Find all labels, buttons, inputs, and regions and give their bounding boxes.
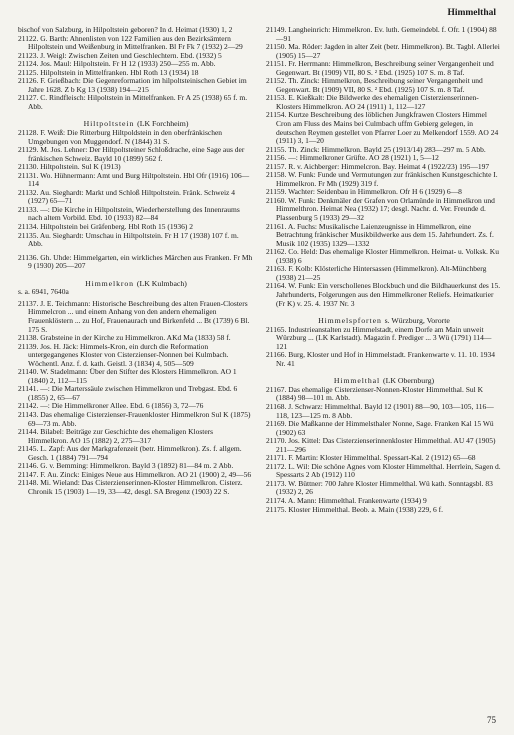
entry-number: 21148.	[18, 478, 39, 488]
entry-text: F. Au. Zinck: Einiges Neue aus Himmelkron. AO 21 (1900) 2, 49—56	[40, 469, 252, 479]
entry-number: 21139.	[18, 341, 39, 351]
entry-number: 21167.	[266, 384, 287, 394]
bibliography-entry	[18, 254, 254, 271]
bibliography-entry	[18, 35, 254, 52]
see-also-reference: s. a. 6941, 7640a	[18, 287, 69, 297]
entry-number: 21152.	[266, 76, 287, 86]
entry-text: —: Die Marterssäule zwischen Himmelkron und Trebgast. Ebd. 6 (1855) 2, 65—67	[28, 384, 238, 402]
bibliography-entry	[266, 171, 502, 188]
bibliography-entry	[266, 351, 502, 368]
entry-number: 21138.	[18, 333, 39, 343]
entry-text: Die Maßkanne der Himmelsthaler Nonne, Sage. Franken Kal 15 Wü (1902) 63	[276, 419, 494, 437]
entry-text: —: Die Kirche in Hiltpoltstein, Wiederherstellung des Innenraums nach altem Vorbild. Ebd. 10 (1933) 82—84	[28, 204, 240, 223]
entry-text: Kurtze Beschreibung des löblichen Jungkfrawen Closters Himmel Cron am Fluss des Mains bei Culmbach uffm Gebierg gelegen, in deutschen Reymen gestellet von Pfarrer Loer zu Melkendorf 1559. AO 24 (1911) 3, 1—20	[276, 110, 499, 146]
section-region: (LK Forchheim)	[137, 119, 189, 129]
entry-text: F. Kolb: Klösterliche Hintersassen (Himmelkron). Alt-Münchberg (1938) 21—25	[276, 264, 487, 282]
entry-number: 21156.	[266, 153, 287, 163]
entry-number: 21151.	[266, 59, 287, 69]
bibliography-entry	[18, 445, 254, 462]
entry-text: bischof von Salzburg, in Hilpoltstein geboren? In d. Heimat (1930) 1, 2	[18, 25, 233, 34]
entry-number: 21173.	[266, 478, 287, 488]
entry-number: 21149.	[266, 25, 287, 34]
entry-text: Burg, Kloster und Hof in Himmelstadt. Frankenwarte v. 11. 10. 1934 Nr. 41	[276, 350, 496, 368]
entry-text: Hiltpoltstein bei Gräfenberg. Hbl Roth 15 (1936) 2	[40, 222, 193, 232]
entry-number: 21170.	[266, 436, 287, 446]
entry-number: 21131.	[18, 170, 39, 180]
entry-number: 21155.	[266, 144, 287, 154]
entry-text: Gh. Uhde: Himmelgarten, ein wirkliches Märchen aus Franken. Fr Mh 9 (1930) 205—207	[28, 252, 253, 271]
bibliography-entry	[266, 265, 502, 282]
entry-text: Au. Sieghardt: Umschau in Hiltpoltstein. Fr H 17 (1938) 107 f. m. Abb.	[28, 230, 239, 249]
bibliography-entry	[18, 94, 254, 111]
section-region: (LK Kulmbach)	[136, 278, 187, 288]
bibliography-entry	[266, 223, 502, 249]
entry-number: 21134.	[18, 222, 39, 232]
entry-text: L. Wil: Die schöne Agnes vom Kloster Himmelthal. Herrlein, Sagen d. Spessarts 2 Ab (1912) 110	[276, 461, 501, 480]
entry-number: 21130.	[18, 162, 39, 172]
entry-text: Langheinrich: Himmelkron. Ev. luth. Gemeindebl. f. Ofr. 1 (1904) 88—91	[276, 25, 497, 43]
section-title: Himmelthal	[333, 376, 381, 386]
entry-number: 21144.	[18, 427, 39, 437]
entry-number: 21172.	[266, 461, 287, 471]
entry-text: F. Weiß: Die Ritterburg Hiltpoldstein in den oberfränkischen Umgebungen von Muggendorf. N (1844) 31 S.	[28, 128, 223, 146]
entry-number: 21160.	[266, 195, 287, 205]
entry-text: Th. Zinck: Himmelkron, Beschreibung seiner Vergangenheit und Gegenwart. Bt (1909) VII, 80 S. ² Ebd. (1925) 107 S. m. 8 Taf.	[276, 76, 483, 94]
entry-number: 21147.	[18, 469, 39, 479]
entry-number: 21127.	[18, 93, 39, 103]
entry-text: Fr. Herrmann: Himmelkron, Beschreibung seiner Vergangenheit und Gegenwart. Bt (1909) VII, 80 S. ² Ebd. (1925) 107 S. m. 8 Taf.	[276, 59, 494, 77]
bibliography-entry	[266, 94, 502, 111]
entry-number: 21174.	[266, 495, 287, 505]
bibliography-entry	[266, 43, 502, 60]
bibliography-entry	[18, 129, 254, 146]
entry-number: 21123.	[18, 50, 39, 60]
bibliography-entry	[266, 437, 502, 454]
entry-text: —: Himmelkroner Grüfte. AO 28 (1921) 1, 5—12	[288, 153, 439, 163]
entry-text: G. v. Bemming: Himmelkron. Bayld 3 (1892) 81—84 m. 2 Abb.	[40, 461, 234, 471]
entry-text: Mi. Wieland: Das Cisterzienserinnen-Kloster Himmelkron. Cisterz. Chronik 15 (1903) 1—19, 33—42, desgl. SA Bregenz (1903) 22 S.	[28, 478, 243, 496]
entry-number: 21153.	[266, 93, 287, 103]
entry-number: 21128.	[18, 128, 39, 138]
entry-text: Hiltpoltstein. Sul K (1913)	[40, 162, 121, 172]
bibliography-entry	[18, 300, 254, 334]
entry-text: Co. Held: Das ehemalige Kloster Himmelkron. Heimat- u. Volksk. Ku (1938) 6	[276, 247, 499, 265]
entry-text: Th. Zinck: Himmelkron. Bayld 25 (1913/14) 283—297 m. 5 Abb.	[288, 144, 486, 154]
bibliography-entry	[266, 111, 502, 145]
bibliography-entry	[266, 403, 502, 420]
entry-number: 21162.	[266, 247, 287, 257]
entry-text: Ma. Röder: Jagden in alter Zeit (betr. Himmelkron). Bt. Tagbl. Allerlei (1905) 15—27	[276, 42, 500, 60]
entry-text: Au. Sieghardt: Markt und Schloß Hiltpoltstein. Fränk. Schweiz 4 (1927) 65—71	[28, 187, 236, 206]
bibliography-entry	[266, 60, 502, 77]
section-title: Himmelkron	[85, 278, 134, 288]
bibliography-entry	[18, 77, 254, 94]
entry-text: Kloster Himmelthal. Beob. a. Main (1938) 229, 6 f.	[288, 504, 443, 514]
entry-number: 21135.	[18, 230, 39, 240]
bibliography-entry	[266, 480, 502, 497]
entry-text: A. Fuchs: Musikalische Laienzeugnisse in Himmelkron, eine Betrachtung fränkischer Musikbildwerke aus dem 15. Jahrhundert. Zs. f. Musik 102 (1935) 1329—1332	[276, 221, 494, 248]
entry-text: A. Mann: Himmelthal. Frankenwarte (1934) 9	[287, 495, 427, 505]
entry-text: Bilabel: Beiträge zur Geschichte des ehemaligen Klosters Himmelkron. AO 15 (1882) 2, 275—317	[28, 427, 214, 445]
entry-text: E. Kießkalt: Die Bildwerke des ehemaligen Cisterzienserinnen-Klosters Himmelkron. AO 24 (1911) 1, 112—127	[276, 93, 479, 111]
entry-text: L. Zapf: Aus der Markgrafenzeit (betr. Himmelkron). Zs. f. allgem. Gesch. 1 (1884) 791—794	[28, 444, 242, 462]
entry-number: 21132.	[18, 187, 39, 197]
entry-text: Das ehemalige Cisterzienser-Frauenkloster Himmelkron Sul K (1875) 69—73 m. Abb.	[28, 409, 251, 428]
entry-number: 21124.	[18, 59, 39, 69]
entry-text: Hilpoltstein in Mittelfranken. Hbl Roth 13 (1934) 18	[40, 67, 199, 77]
entry-number: 21165.	[266, 324, 287, 334]
bibliography-entry	[266, 77, 502, 94]
entry-number: 21122.	[18, 33, 39, 43]
bibliography-entry	[18, 172, 254, 189]
right-column	[266, 26, 502, 514]
section-title: Hiltpoltstein	[83, 119, 135, 129]
bibliography-entry	[18, 343, 254, 369]
entry-number: 21125.	[18, 67, 39, 77]
entry-number: 21159.	[266, 187, 287, 197]
bibliography-entry	[18, 428, 254, 445]
entry-number: 21171.	[266, 453, 287, 463]
running-head: Himmelthal	[447, 8, 496, 18]
entry-text: M. Jos. Lehner: Der Hiltpoltsteiner Schloßdrache, eine Sage aus der fränkischen Schweiz. Bayld 10 (1899) 562 f.	[28, 145, 245, 163]
entry-number: 21150.	[266, 42, 287, 52]
entry-number: 21133.	[18, 204, 39, 214]
bibliography-entry	[18, 385, 254, 402]
entry-number: 21164.	[266, 281, 287, 291]
entry-number: 21141.	[18, 384, 39, 394]
entry-text: J. E. Teichmann: Historische Beschreibung des alten Frauen-Closters Himmelcron ... und einem Anhang von den andern ehemaligen Frauenklöstern ... zu Hof, Frauenaurach und Birkenfeld ... Bt (1739) 6 Bl. 175 S.	[28, 298, 250, 334]
entry-number: 21136.	[18, 252, 39, 262]
entry-text: Wo. Hühnermann: Amt und Burg Hiltpoltstein. Hbl Ofr (1916) 106—114	[28, 170, 250, 189]
entry-number: 21146.	[18, 461, 39, 471]
bibliography-entry	[266, 506, 502, 515]
entry-text: R. v. Aichberger: Himmelcron. Bay. Heimat 4 (1922/23) 195—197	[288, 161, 490, 171]
entry-text: W. Funk: Funde und Vermutungen zur fränkischen Kunstgeschichte I. Himmelkron. Fr Mh (1929) 319 f.	[276, 170, 498, 188]
bibliography-entry	[266, 197, 502, 223]
entry-number: 21154.	[266, 110, 287, 120]
bibliography-entry	[266, 463, 502, 480]
entry-number: 21163.	[266, 264, 287, 274]
entry-text: Wachter: Seidenbau in Himmelkron. Ofr H 6 (1929) 6—8	[288, 187, 462, 197]
bibliography-entry	[18, 206, 254, 223]
entry-number: 21161.	[266, 221, 287, 231]
entry-text: G. Barth: Ahnenlisten von 122 Familien aus den Bezirksämtern Hilpoltstein und Weißenburg in Mittelfranken. Bl Fr Fk 7 (1932) 2—29	[28, 33, 243, 52]
entry-text: Grabsteine in der Kirche zu Himmelkron. AKd Ma (1833) 58 f.	[40, 333, 231, 343]
page-number: 75	[487, 715, 496, 725]
entry-number: 21145.	[18, 444, 39, 454]
entry-number: 21158.	[266, 170, 287, 180]
section-region: (LK Obernburg)	[382, 376, 435, 386]
entry-text: F. Grießbach: Die Gegenreformation im hilpoltsteinischen Gebiet im Jahre 1628. Z b Kg 13 (1938) 194—215	[28, 76, 247, 94]
bibliography-entry	[266, 26, 502, 43]
entry-number: 21157.	[266, 161, 287, 171]
bibliography-entry	[18, 189, 254, 206]
entry-text: J. Schwarz: Himmelthal. Bayld 12 (1901) 88—90, 103—105, 116—118, 123—125 m. 8 Abb.	[276, 401, 494, 420]
bibliography-entry	[18, 146, 254, 163]
bibliography-entry	[18, 368, 254, 385]
section-region: s. Würzburg, Vororte	[384, 316, 450, 326]
entry-text: W. Funk: Ein verschollenes Blockbuch und die Bildhauerkunst des 15. Jahrhunderts, Folgerungen aus den Himmelkroner Reliefs. Heimatkurier (Fr K) v. 25. 4. 1937 Nr. 3	[276, 281, 501, 308]
entry-number: 21168.	[266, 401, 287, 411]
entry-text: C. Rindfleisch: Hilpoltstein in Mittelfranken. Fr A 25 (1938) 65 f. m. Abb.	[28, 93, 248, 111]
bibliography-entry	[266, 326, 502, 352]
entry-text: W. Büttner: 700 Jahre Kloster Himmelthal. Wü kath. Sonntagsbl. 83 (1932) 2, 26	[276, 478, 493, 497]
entry-number: 21142.	[18, 401, 39, 411]
section-title: Himmelspforten	[318, 316, 382, 326]
entry-text: Jos. H. Jäck: Himmels-Kron, ein durch die Reformation untergegangenes Kloster von Cisterzienser-Nonnen bei Kulmbach. Wöchentl. Anz. f. d. kath. Geistl. 3 (1834) 4, 505—509	[28, 341, 229, 368]
entry-text: F. Martin: Kloster Himmelthal. Spessart-Kal. 2 (1912) 65—68	[288, 453, 476, 463]
entry-text: Industrieanstalten zu Himmelstadt, einem Dorfe am Main unweit Würzburg ... (LK Karlstadt). Magazin f. Prediger ... 3 Wü (1791) 114—121	[276, 324, 492, 351]
entry-number: 21137.	[18, 298, 39, 308]
entry-number: 21129.	[18, 145, 39, 155]
bibliography-entry	[18, 232, 254, 249]
entry-number: 21175.	[266, 504, 287, 514]
bibliography-entry	[18, 479, 254, 496]
entry-text: W. Stadelmann: Über den Stifter des Klosters Himmelkron. AO 1 (1840) 2, 112—115	[28, 367, 237, 385]
entry-number: 21140.	[18, 367, 39, 377]
entry-text: —: Die Himmelkroner Allee. Ebd. 6 (1856) 3, 72—76	[40, 401, 204, 411]
left-column	[18, 26, 254, 496]
bibliography-entry	[266, 282, 502, 308]
bibliography-entry	[266, 248, 502, 265]
entry-text: Das ehemalige Cisterzienser-Nonnen-Kloster Himmelthal. Sul K (1884) 98—101 m. Abb.	[276, 384, 484, 403]
entry-text: Jos. Maul: Hilpoltstein. Fr H 12 (1933) 250—255 m. Abb.	[40, 59, 216, 69]
bibliography-entry	[18, 411, 254, 428]
bibliography-entry	[266, 386, 502, 403]
entry-text: W. Funk: Denkmäler der Grafen von Orlamünde in Himmelkron und Himmelthron. Heimat Nea (1932) 17; desgl. Nachr. d. Ver. Freunde d. Plassenburg 5 (1933) 29—32	[276, 195, 495, 223]
bibliography-entry	[266, 420, 502, 437]
entry-number: 21169.	[266, 419, 287, 429]
entry-number: 21166.	[266, 350, 287, 360]
entry-text: J. Weigl: Zwischen Zeiten und Geschlechtern. Ebd. (1932) 5	[40, 50, 222, 60]
entry-number: 21126.	[18, 76, 39, 86]
entry-text: Jos. Kittel: Das Cisterzienserinnenkloster Himmelthal. AU 47 (1905) 211—296	[276, 436, 496, 454]
entry-number: 21143.	[18, 409, 39, 419]
